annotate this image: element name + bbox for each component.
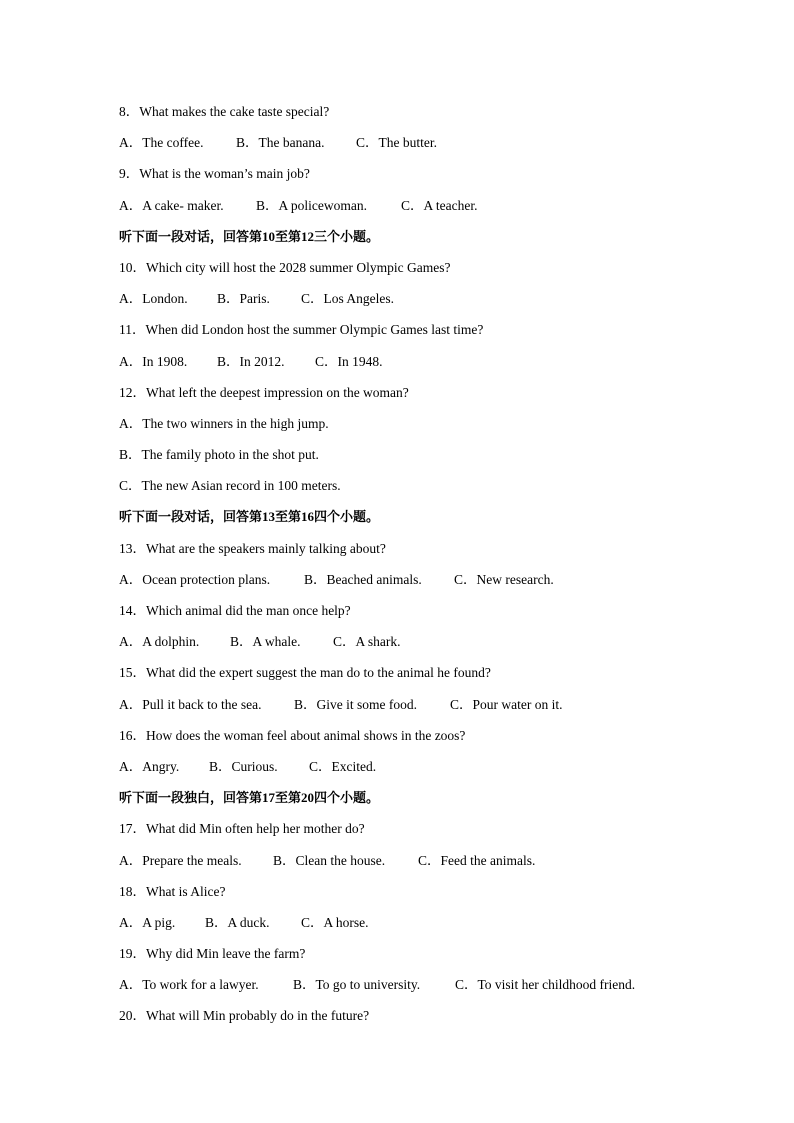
- answer-option: A．Angry.: [119, 758, 180, 774]
- answer-option: A．To work for a lawyer.: [119, 977, 259, 993]
- question-text: 18．What is Alice?: [119, 883, 226, 899]
- section-heading: 听下面一段对话，回答第13至第16四个小题。: [119, 509, 380, 525]
- answer-option: A．Ocean protection plans.: [119, 571, 271, 587]
- section-heading: 听下面一段对话，回答第10至第12三个小题。: [119, 228, 380, 244]
- answer-option: A．In 1908.: [119, 353, 188, 369]
- answer-option: C．Feed the animals.: [418, 852, 536, 868]
- question-text: 20．What will Min probably do in the future?: [119, 1008, 370, 1024]
- options-row: [119, 351, 719, 382]
- answer-option: B．A duck.: [205, 914, 270, 930]
- answer-option: A．A dolphin.: [119, 634, 200, 650]
- question-text: 8．What makes the cake taste special?: [119, 104, 330, 119]
- answer-option: C．A teacher.: [401, 197, 478, 213]
- options-row: [119, 756, 719, 787]
- answer-option: C．Pour water on it.: [450, 696, 563, 712]
- answer-option: C．A shark.: [333, 634, 401, 650]
- answer-option: C．A horse.: [301, 914, 369, 930]
- question-text: 9．What is the woman’s main job?: [119, 166, 310, 182]
- answer-option: A．A pig.: [119, 914, 176, 930]
- options-row: [119, 569, 719, 600]
- options-row: [119, 912, 719, 943]
- question-text: 10．Which city will host the 2028 summer Olympic Games?: [119, 259, 451, 275]
- answer-option: B．The family photo in the shot put.: [119, 447, 319, 463]
- answer-option: A．The two winners in the high jump.: [119, 415, 329, 431]
- question-text: 19．Why did Min leave the farm?: [119, 946, 306, 962]
- answer-option: A．The coffee.: [119, 135, 204, 151]
- question-text: 17．What did Min often help her mother do?: [119, 821, 365, 837]
- question-text: 16．How does the woman feel about animal shows in the zoos?: [119, 727, 466, 743]
- answer-option: C．To visit her childhood friend.: [455, 977, 636, 993]
- section-heading: 听下面一段独白，回答第17至第20四个小题。: [119, 790, 380, 806]
- question-text: 15．What did the expert suggest the man do to the animal he found?: [119, 665, 491, 681]
- options-row: [119, 195, 719, 226]
- answer-option: C．Los Angeles.: [301, 291, 394, 307]
- options-row: [119, 288, 719, 319]
- answer-option: B．A whale.: [230, 634, 301, 650]
- answer-option: B．A policewoman.: [256, 197, 367, 213]
- answer-option: A．London.: [119, 291, 188, 307]
- options-row: [119, 132, 719, 163]
- answer-option: B．Give it some food.: [294, 696, 417, 712]
- answer-option: C．Excited.: [309, 758, 377, 774]
- answer-option: B．Paris.: [217, 291, 270, 307]
- answer-option: C．In 1948.: [315, 353, 383, 369]
- question-list: [119, 101, 719, 1037]
- answer-option: B．Clean the house.: [273, 852, 386, 868]
- answer-option: B．Curious.: [209, 758, 278, 774]
- answer-option: C．The butter.: [356, 135, 437, 151]
- answer-option: B．The banana.: [236, 135, 325, 151]
- answer-option: A．A cake- maker.: [119, 197, 224, 213]
- answer-option: A．Prepare the meals.: [119, 852, 242, 868]
- answer-option: C．The new Asian record in 100 meters.: [119, 478, 341, 494]
- answer-option: B．To go to university.: [293, 977, 421, 993]
- options-row: [119, 850, 719, 881]
- question-text: 11．When did London host the summer Olympic Games last time?: [119, 322, 484, 338]
- answer-option: B．Beached animals.: [304, 571, 422, 587]
- answer-option: C．New research.: [454, 571, 554, 587]
- answer-option: B．In 2012.: [217, 353, 285, 369]
- options-row: [119, 974, 719, 1005]
- question-text: 13．What are the speakers mainly talking about?: [119, 540, 386, 556]
- options-row: [119, 631, 719, 662]
- options-row: [119, 694, 719, 725]
- answer-option: A．Pull it back to the sea.: [119, 696, 262, 712]
- question-text: 12．What left the deepest impression on the woman?: [119, 384, 409, 400]
- question-text: 14．Which animal did the man once help?: [119, 603, 351, 618]
